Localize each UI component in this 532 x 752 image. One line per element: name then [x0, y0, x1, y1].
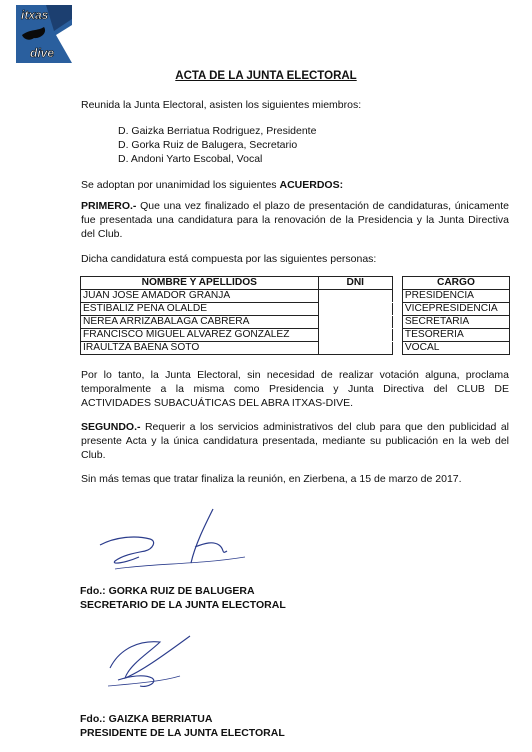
cell-dni: [318, 342, 392, 355]
cell-cargo: VOCAL: [402, 342, 509, 355]
header-cargo: CARGO: [402, 277, 509, 290]
cell-name: ESTIBALIZ PEÑA OLALDE: [81, 303, 319, 316]
table-row: [81, 316, 510, 329]
member-3: D. Andoni Yarto Escobal, Vocal: [118, 153, 263, 165]
intro-text: Reunida la Junta Electoral, asisten los siguientes miembros:: [81, 99, 362, 111]
secretary-role: SECRETARIO DE LA JUNTA ELECTORAL: [80, 599, 286, 611]
composition-text: Dicha candidatura está compuesta por las siguientes personas:: [81, 253, 377, 265]
cell-name: NEREA ARRIZABALAGA CABRERA: [81, 316, 319, 329]
cell-name: IRAULTZA BAENA SOTO: [81, 342, 319, 355]
secretary-name: Fdo.: GORKA RUIZ DE BALUGERA: [80, 585, 255, 597]
agreements-intro: Se adoptan por unanimidad los siguientes ACUERDOS:: [81, 179, 344, 191]
second-agreement: SEGUNDO.- Requerir a los servicios administrativos del club para que den publicidad al presente Acta y la única candidatura presentada, mediante su publicación en la web del Club.: [81, 421, 509, 461]
cell-cargo: TESORERIA: [402, 329, 509, 342]
document-title: ACTA DE LA JUNTA ELECTORAL: [175, 70, 357, 82]
cell-dni: [318, 316, 392, 329]
cell-cargo: SECRETARIA: [402, 316, 509, 329]
president-signature-block: [80, 712, 285, 740]
president-role: PRESIDENTE DE LA JUNTA ELECTORAL: [80, 727, 285, 739]
cell-dni: [318, 329, 392, 342]
cell-name: FRANCISCO MIGUEL ALVAREZ GONZALEZ: [81, 329, 319, 342]
table-row: [81, 303, 510, 316]
cell-name: JUAN JOSE AMADOR GRANJA: [81, 290, 319, 303]
table-row: [81, 329, 510, 342]
first-agreement: PRIMERO.- Que una vez finalizado el plazo de presentación de candidaturas, únicamente fue presentada una candidatura para la renovación de la Presidencia y la Junta Directiva del Club.: [81, 200, 510, 240]
table-row: [81, 342, 510, 355]
member-1: D. Gaizka Berriatua Rodriguez, Presidente: [118, 125, 317, 137]
cell-cargo: PRESIDENCIA: [402, 290, 509, 303]
svg-text:itxas: itxas: [21, 8, 49, 22]
club-logo: [16, 5, 72, 63]
candidates-table: [80, 276, 510, 355]
secretary-signature-block: [80, 584, 286, 612]
signature-secretary: [95, 505, 265, 578]
header-name: NOMBRE Y APELLIDOS: [81, 277, 319, 290]
table-header-row: [81, 277, 510, 290]
signature-president: [100, 628, 220, 701]
member-2: D. Gorka Ruiz de Balugera, Secretario: [118, 139, 298, 151]
cell-cargo: VICEPRESIDENCIA: [402, 303, 509, 316]
table-row: [81, 290, 510, 303]
conclusion-text: Por lo tanto, la Junta Electoral, sin necesidad de realizar votación alguna, proclama temporalmente a la misma como Presidencia y Junta Directiva del CLUB DE ACTIVIDADES SUBACUÁTICAS DEL ABRA ITXAS-DIVE.: [81, 369, 509, 409]
closing-text: Sin más temas que tratar finaliza la reunión, en Zierbena, a 15 de marzo de 2017.: [81, 473, 462, 485]
cell-dni: [318, 303, 392, 316]
svg-text:dive: dive: [30, 46, 55, 60]
president-name: Fdo.: GAIZKA BERRIATUA: [80, 713, 213, 725]
header-dni: DNI: [318, 277, 392, 290]
cell-dni: [318, 290, 392, 303]
